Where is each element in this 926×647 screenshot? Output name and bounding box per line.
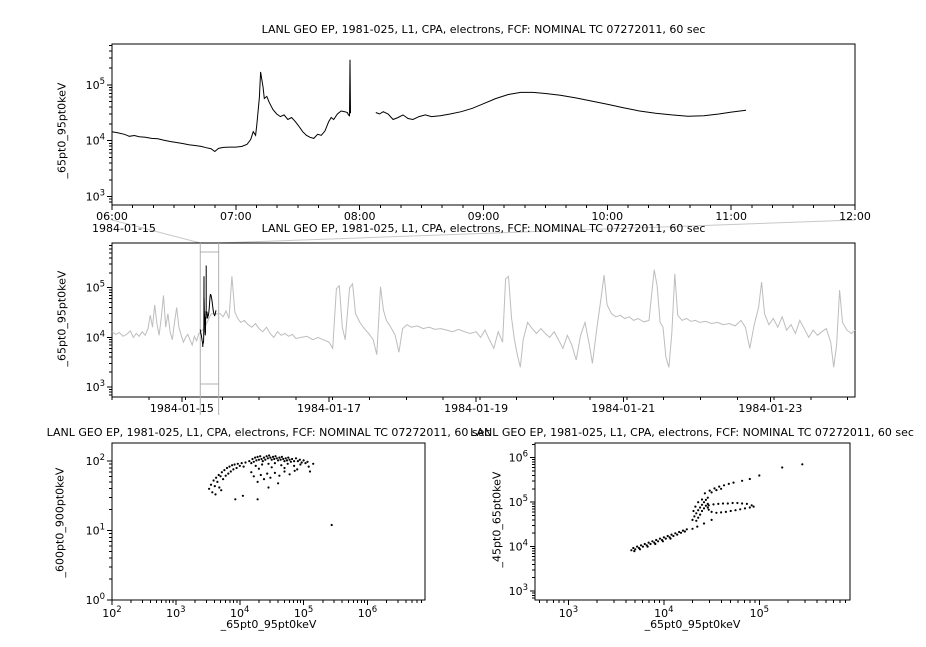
scatter-points (630, 463, 803, 552)
y-axis-ticks (86, 246, 112, 395)
panel1-title: LANL GEO EP, 1981-025, L1, CPA, electrons, FCF: NOMINAL TC 07272011, 60 sec (261, 23, 706, 36)
tick-label: 1984-01-19 (444, 402, 509, 415)
tick-label: 1984-01-21 (591, 402, 656, 415)
tick-label: $10^5$ (508, 494, 528, 510)
plot-frame (112, 443, 425, 600)
tick-label: $10^6$ (508, 449, 528, 465)
y-axis-ticks (86, 46, 112, 204)
panel-context-overview[interactable] (86, 243, 855, 415)
panel4-y-axis-label: _45pt0_65pt0keV (490, 471, 504, 568)
tick-label: $10^3$ (558, 605, 579, 620)
x-axis-ticks (96, 205, 871, 223)
panel3-x-axis-label: _65pt0_95pt0keV (220, 618, 317, 631)
panel4-title: LANL GEO EP, 1981-025, L1, CPA, electrons, FCF: NOMINAL TC 07272011, 60 sec (470, 426, 914, 439)
panel3-title: LANL GEO EP, 1981-025, L1, CPA, electrons, FCF: NOMINAL TC 07272011, 60 sec (46, 426, 491, 439)
tick-label: 12:00 (839, 210, 871, 223)
panel-top-timeseries[interactable] (86, 44, 871, 223)
tick-label: $10^4$ (85, 329, 105, 345)
panel1-y-axis-label: _65pt0_95pt0keV (55, 82, 69, 179)
tick-label: $10^0$ (85, 592, 105, 607)
x-axis-ticks (540, 600, 846, 620)
tick-label: 07:00 (219, 210, 252, 223)
plot-frame (535, 443, 850, 600)
x-axis-ticks (102, 600, 421, 620)
tick-label: 11:00 (715, 210, 748, 223)
tick-label: $10^6$ (357, 605, 378, 620)
tick-label: $10^3$ (85, 188, 105, 204)
panel-scatter-45-65[interactable] (509, 443, 850, 620)
panel4-x-axis-label: _65pt0_95pt0keV (644, 618, 741, 631)
tick-label: $10^4$ (508, 538, 528, 554)
scatter-points (208, 454, 333, 526)
data-series (112, 270, 855, 368)
tick-label: $10^4$ (230, 605, 250, 620)
tick-label: 08:00 (343, 210, 376, 223)
plot-frame (112, 243, 855, 397)
y-axis-ticks (509, 444, 535, 598)
x-axis-ticks (112, 397, 848, 415)
tick-label: $10^1$ (85, 522, 105, 538)
tick-label: $10^5$ (749, 605, 770, 620)
tick-label: $10^3$ (85, 379, 105, 395)
tick-label: 1984-01-17 (297, 402, 361, 415)
plot-frame (112, 44, 855, 205)
panel1-start-date-label: 1984-01-15 (92, 222, 156, 235)
panel2-title: LANL GEO EP, 1981-025, L1, CPA, electrons, FCF: NOMINAL TC 07272011, 60 sec (261, 222, 706, 235)
tick-label: $10^4$ (654, 605, 674, 620)
tick-label: 09:00 (467, 210, 500, 223)
panel2-y-axis-label: _65pt0_95pt0keV (55, 270, 69, 367)
tick-label: $10^5$ (293, 605, 314, 620)
y-axis-ticks (86, 453, 112, 607)
tick-label: $10^2$ (102, 605, 122, 620)
panel3-y-axis-label: _600pt0_900pt0keV (53, 467, 67, 578)
highlighted-interval-series (200, 266, 216, 348)
tick-label: 06:00 (96, 210, 128, 223)
tick-label: $10^4$ (85, 132, 105, 148)
panel-scatter-600-900[interactable] (86, 443, 425, 620)
tick-label: $10^2$ (85, 453, 105, 469)
tick-label: 1984-01-23 (738, 402, 803, 415)
tick-label: $10^3$ (508, 583, 528, 599)
data-series (112, 60, 746, 152)
tick-label: 10:00 (591, 210, 624, 223)
tick-label: $10^5$ (85, 279, 105, 295)
tick-label: $10^3$ (166, 605, 186, 620)
tick-label: $10^5$ (85, 76, 105, 92)
tick-label: 1984-01-15 (149, 402, 214, 415)
